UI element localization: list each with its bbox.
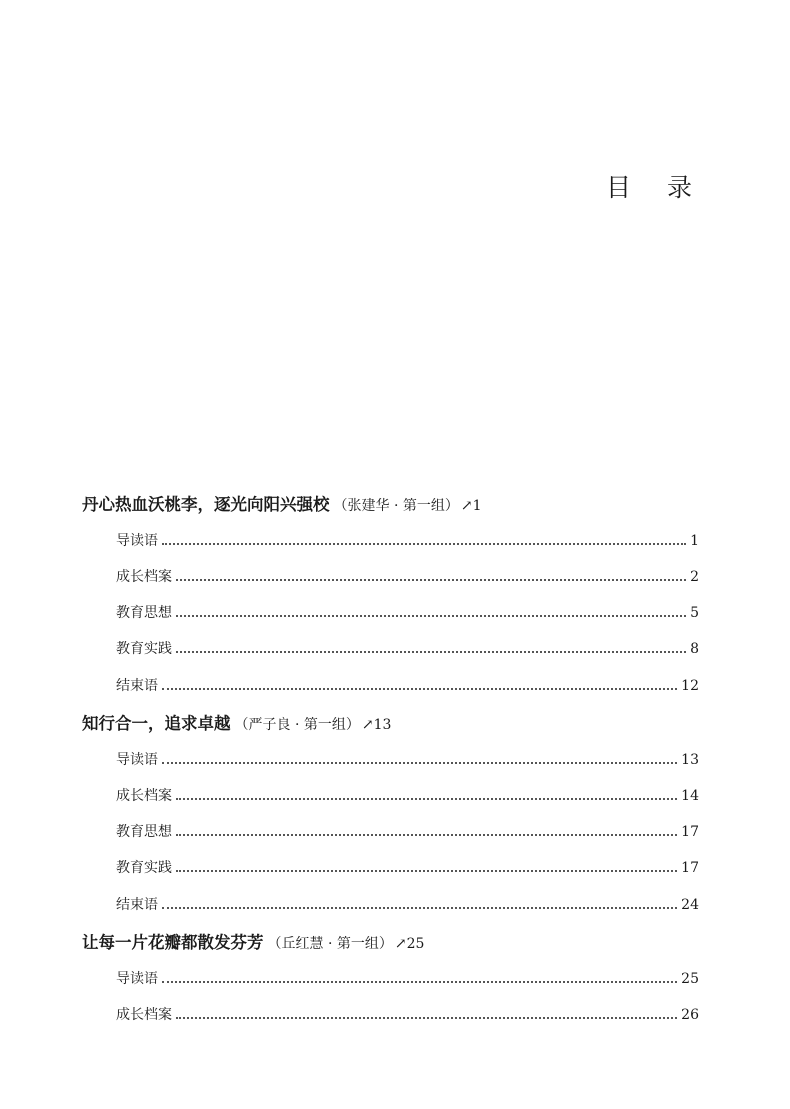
toc-entry[interactable] <box>116 531 699 551</box>
entry-page-number: 24 <box>681 897 699 913</box>
entry-label: 导读语 <box>116 752 158 768</box>
entry-page-number: 1 <box>690 533 699 549</box>
dot-leader <box>162 688 677 690</box>
entry-label: 结束语 <box>116 678 158 694</box>
entry-page-number: 26 <box>681 1007 699 1023</box>
dot-leader <box>162 543 686 545</box>
dot-leader <box>176 870 677 872</box>
section-author: （丘红慧 · 第一组） <box>267 936 393 952</box>
toc-entry[interactable] <box>116 822 699 842</box>
toc-entry[interactable] <box>116 567 699 587</box>
entry-page-number: 25 <box>681 971 699 987</box>
section-title: 让每一片花瓣都散发芬芳 <box>82 933 264 952</box>
entry-label: 成长档案 <box>116 569 172 585</box>
toc-entry[interactable] <box>116 895 699 915</box>
dot-leader <box>176 579 686 581</box>
toc-entry[interactable] <box>116 750 699 770</box>
section-page-number: 13 <box>373 717 392 733</box>
toc-entry[interactable] <box>116 603 699 623</box>
toc-entry[interactable] <box>116 639 699 659</box>
entry-page-number: 13 <box>681 752 699 768</box>
dot-leader <box>176 1017 677 1019</box>
section-author: （张建华 · 第一组） <box>333 498 459 514</box>
entry-label: 教育实践 <box>116 641 172 657</box>
entry-label: 成长档案 <box>116 1007 172 1023</box>
entry-label: 教育思想 <box>116 824 172 840</box>
entry-label: 导读语 <box>116 971 158 987</box>
toc-entry[interactable] <box>116 1005 699 1025</box>
dot-leader <box>176 834 677 836</box>
toc-entry[interactable] <box>116 969 699 989</box>
arrow-icon: ↗ <box>361 717 374 733</box>
dot-leader <box>176 798 677 800</box>
entry-page-number: 5 <box>690 605 699 621</box>
entry-label: 成长档案 <box>116 788 172 804</box>
section-title: 知行合一，追求卓越 <box>82 714 231 733</box>
toc-section-heading[interactable] <box>82 932 722 954</box>
entry-page-number: 8 <box>690 641 699 657</box>
entry-page-number: 17 <box>681 824 699 840</box>
toc-entry[interactable] <box>116 858 699 878</box>
toc-section-heading[interactable] <box>82 713 722 735</box>
toc-entry[interactable] <box>116 786 699 806</box>
entry-page-number: 12 <box>681 678 699 694</box>
toc-section-heading[interactable] <box>82 494 722 516</box>
entry-page-number: 14 <box>681 788 699 804</box>
section-author: （严子良 · 第一组） <box>234 717 360 733</box>
section-page-number: 1 <box>472 498 482 514</box>
page-title: 目录 <box>606 173 729 202</box>
dot-leader <box>176 651 686 653</box>
entry-label: 教育实践 <box>116 860 172 876</box>
dot-leader <box>162 762 677 764</box>
arrow-icon: ↗ <box>460 498 473 514</box>
dot-leader <box>176 615 686 617</box>
section-title: 丹心热血沃桃李，逐光向阳兴强校 <box>82 495 330 514</box>
entry-label: 教育思想 <box>116 605 172 621</box>
dot-leader <box>162 907 677 909</box>
toc-entry[interactable] <box>116 676 699 696</box>
entry-label: 结束语 <box>116 897 158 913</box>
entry-label: 导读语 <box>116 533 158 549</box>
dot-leader <box>162 981 677 983</box>
entry-page-number: 2 <box>690 569 699 585</box>
section-page-number: 25 <box>406 936 425 952</box>
entry-page-number: 17 <box>681 860 699 876</box>
arrow-icon: ↗ <box>394 936 407 952</box>
